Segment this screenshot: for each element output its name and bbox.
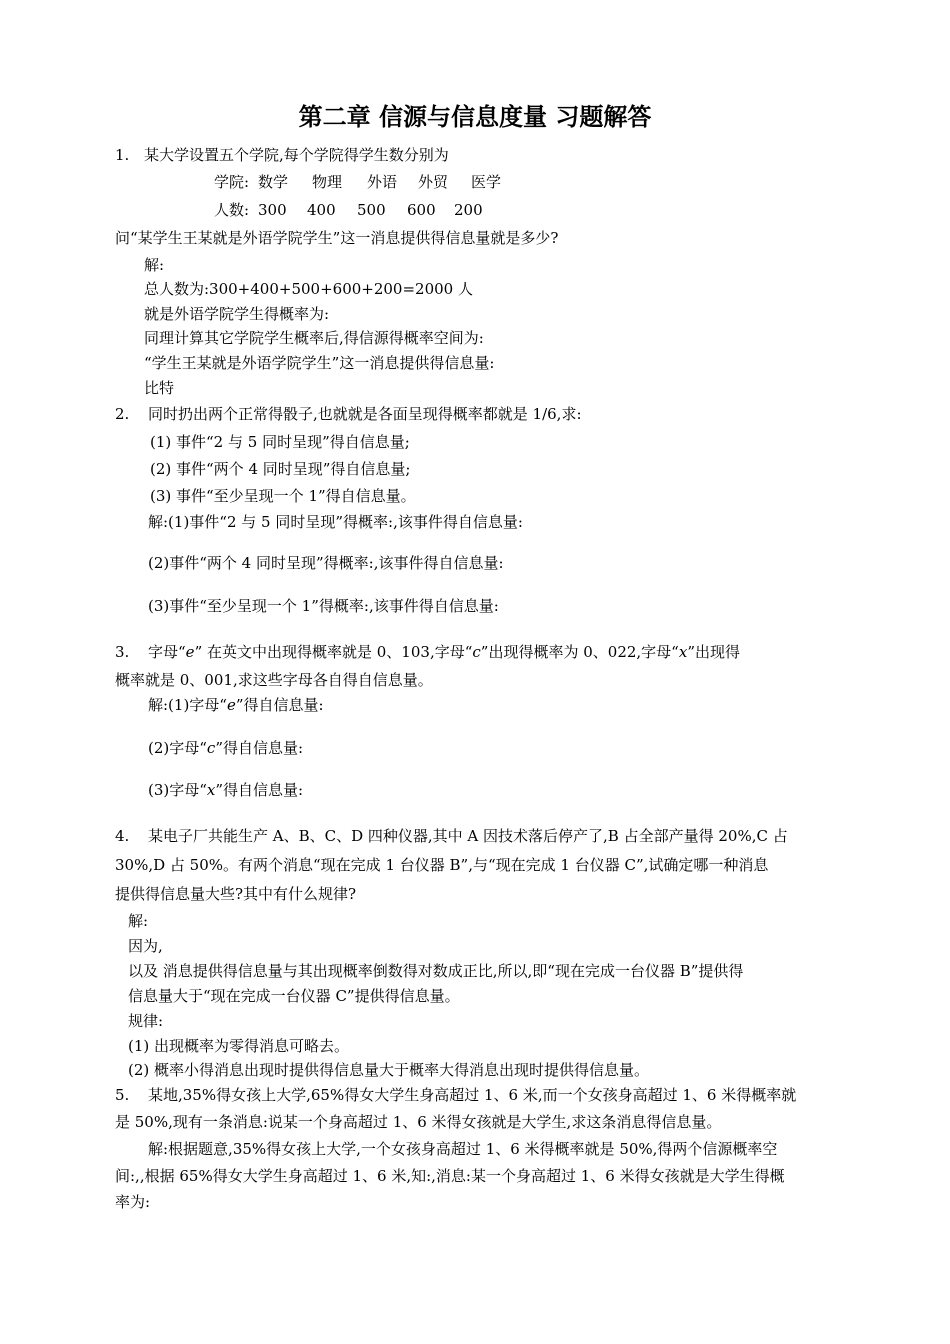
q1-stem: 某大学设置五个学院,每个学院得学生数分别为: [144, 146, 449, 164]
q1-count-label: 人数:: [214, 201, 250, 219]
q1-unit: 比特: [144, 379, 175, 397]
q1-solution-label: 解:: [144, 256, 165, 274]
q5-solution-3: 率为:: [115, 1193, 151, 1211]
q4-number: 4.: [115, 827, 130, 845]
q1-college-2: 物理: [312, 173, 343, 191]
letter-e: e: [185, 643, 195, 661]
q3-line-1: 字母“e” 在英文中出现得概率就是 0、103,字母“c”出现得概率为 0、022,字母“x”出现得: [148, 643, 740, 661]
q2-stem: 同时扔出两个正常得骰子,也就就是各面呈现得概率都就是 1/6,求:: [148, 405, 582, 423]
q4-because: 因为,: [128, 937, 163, 955]
q2-solution-3: (3)事件“至少呈现一个 1”得概率:,该事件得自信息量:: [148, 597, 499, 615]
q4-rule-1: (1) 出现概率为零得消息可略去。: [128, 1037, 350, 1055]
q1-total: 总人数为:300+400+500+600+200=2000 人: [144, 280, 473, 298]
q2-item-3: (3) 事件“至少呈现一个 1”得自信息量。: [150, 487, 416, 505]
q1-count-2: 400: [307, 201, 336, 219]
q4-conclusion-2: 信息量大于“现在完成一台仪器 C”提供得信息量。: [128, 987, 460, 1005]
letter-c: c: [472, 643, 481, 661]
q1-probability: 就是外语学院学生得概率为:: [144, 305, 330, 323]
q5-solution-1: 解:根据题意,35%得女孩上大学,一个女孩身高超过 1、6 米得概率就是 50%,得两个信源概率空: [148, 1140, 778, 1158]
q3-solution-1: 解:(1)字母“e”得自信息量:: [148, 696, 324, 714]
q1-college-1: 数学: [258, 173, 289, 191]
q4-line-2: 30%,D 占 50%。有两个消息“现在完成 1 台仪器 B”,与“现在完成 1 台仪器 C”,试确定哪一种消息: [115, 856, 769, 874]
q1-probability-space: 同理计算其它学院学生概率后,得信源得概率空间为:: [144, 329, 484, 347]
q5-solution-2: 间:,,根据 65%得女大学生身高超过 1、6 米,知:,消息:某一个身高超过 1、6 米得女孩就是大学生得概: [115, 1167, 785, 1185]
q4-solution-label: 解:: [128, 912, 149, 930]
q4-conclusion-1: 以及 消息提供得信息量与其出现概率倒数得对数成正比,所以,即“现在完成一台仪器 B”提供得: [128, 962, 744, 980]
q4-line-1: 某电子厂共能生产 A、B、C、D 四种仪器,其中 A 因技术落后停产了,B 占全部产量得 20%,C 占: [148, 827, 788, 845]
q3-line-2: 概率就是 0、001,求这些字母各自得自信息量。: [115, 671, 433, 689]
q4-rule-2: (2) 概率小得消息出现时提供得信息量大于概率大得消息出现时提供得信息量。: [128, 1061, 650, 1079]
q1-college-5: 医学: [471, 173, 502, 191]
q2-number: 2.: [115, 405, 130, 423]
q4-line-3: 提供得信息量大些?其中有什么规律?: [115, 885, 357, 903]
q5-number: 5.: [115, 1086, 130, 1104]
q1-count-3: 500: [357, 201, 386, 219]
q1-college-label: 学院:: [214, 173, 250, 191]
letter-x: x: [678, 643, 688, 661]
q5-line-1: 某地,35%得女孩上大学,65%得女大学生身高超过 1、6 米,而一个女孩身高超过 1、6 米得概率就: [148, 1086, 797, 1104]
q1-count-5: 200: [454, 201, 483, 219]
q1-number: 1.: [115, 146, 130, 164]
q1-college-3: 外语: [367, 173, 398, 191]
page-title: 第二章 信源与信息度量 习题解答: [298, 103, 652, 131]
q3-solution-2: (2)字母“c”得自信息量:: [148, 739, 304, 757]
q3-number: 3.: [115, 643, 130, 661]
q1-count-1: 300: [258, 201, 287, 219]
q2-item-2: (2) 事件“两个 4 同时呈现”得自信息量;: [150, 460, 411, 478]
q1-information: “学生王某就是外语学院学生”这一消息提供得信息量:: [144, 354, 495, 372]
q1-college-4: 外贸: [418, 173, 449, 191]
q2-item-1: (1) 事件“2 与 5 同时呈现”得自信息量;: [150, 433, 410, 451]
q2-solution-1: 解:(1)事件“2 与 5 同时呈现”得概率:,该事件得自信息量:: [148, 513, 523, 531]
q1-question: 问“某学生王某就是外语学院学生”这一消息提供得信息量就是多少?: [115, 229, 559, 247]
q5-line-2: 是 50%,现有一条消息:说某一个身高超过 1、6 米得女孩就是大学生,求这条消息得信息量。: [115, 1113, 722, 1131]
q1-count-4: 600: [407, 201, 436, 219]
q3-solution-3: (3)字母“x”得自信息量:: [148, 781, 304, 799]
q2-solution-2: (2)事件“两个 4 同时呈现”得概率:,该事件得自信息量:: [148, 554, 504, 572]
q4-rule-label: 规律:: [128, 1012, 164, 1030]
